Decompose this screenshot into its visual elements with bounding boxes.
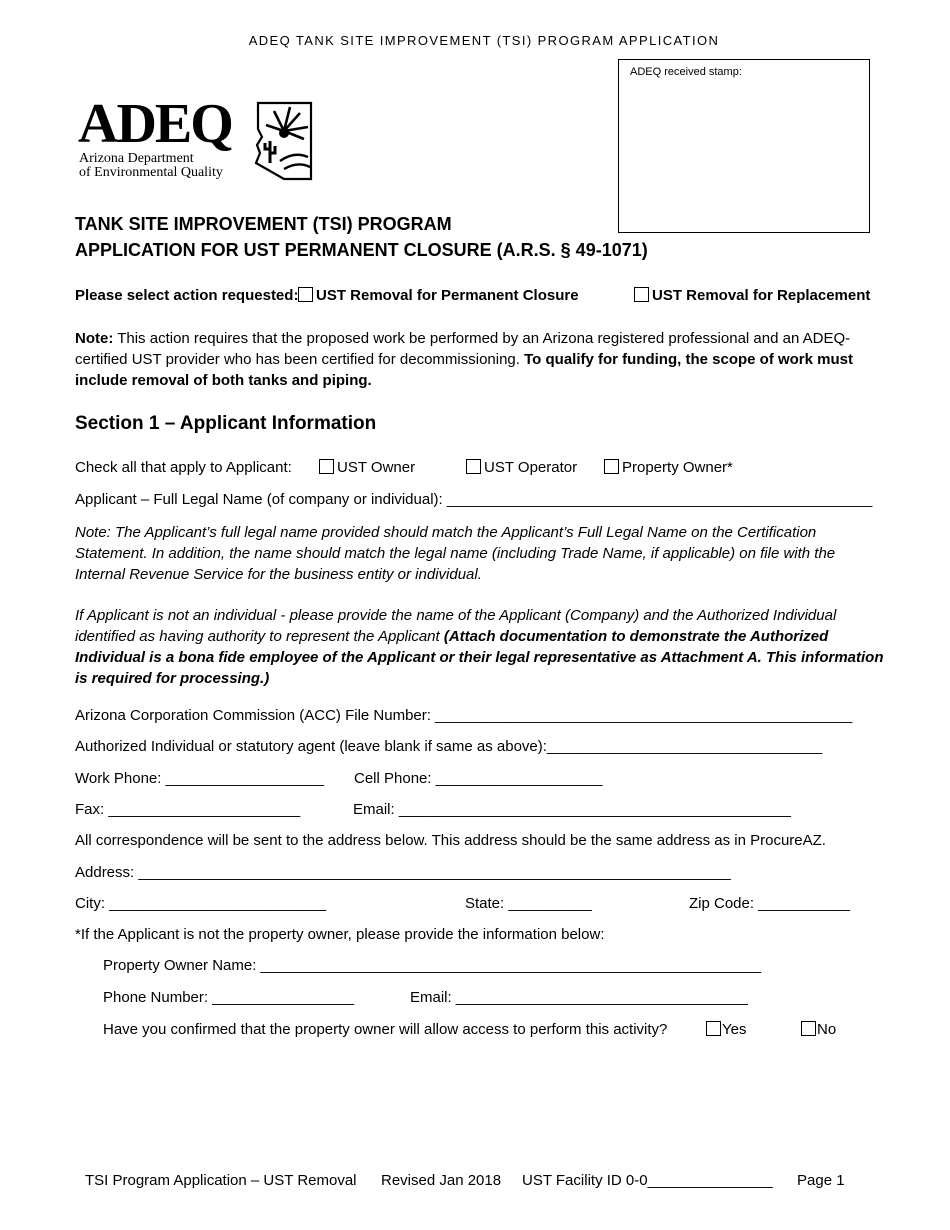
property-owner-checkbox[interactable] [604, 459, 619, 474]
city-field[interactable]: City: __________________________ [75, 895, 327, 912]
action-option-replacement[interactable] [634, 287, 870, 304]
logo-acronym: ADEQ [78, 93, 232, 155]
footer-doc-name: TSI Program Application – UST Removal [85, 1172, 357, 1189]
fax-field[interactable]: Fax: _______________________ [75, 801, 301, 818]
cell-phone-field[interactable]: Cell Phone: ____________________ [354, 770, 603, 787]
logo-line-2: of Environmental Quality [79, 165, 223, 180]
access-no-option[interactable] [801, 1021, 836, 1038]
footer-revised: Revised Jan 2018 [381, 1172, 502, 1189]
access-no-checkbox[interactable] [801, 1021, 816, 1036]
work-phone-field[interactable]: Work Phone: ___________________ [75, 770, 325, 787]
company-note [75, 605, 887, 689]
received-stamp-box [618, 59, 870, 233]
access-yes-option[interactable] [706, 1021, 746, 1038]
form-title-line-1: TANK SITE IMPROVEMENT (TSI) PROGRAM [75, 214, 452, 234]
ust-owner-label: UST Owner [337, 459, 416, 476]
role-property-owner[interactable] [604, 459, 733, 476]
role-ust-operator[interactable] [466, 459, 577, 476]
permanent-closure-checkbox[interactable] [298, 287, 313, 302]
ust-owner-checkbox[interactable] [319, 459, 334, 474]
applicant-type-label: Check all that apply to Applicant: [75, 459, 292, 476]
property-owner-email-field[interactable]: Email: ___________________________________ [410, 989, 748, 1006]
footer-page-number: Page 1 [797, 1172, 845, 1189]
ust-operator-checkbox[interactable] [466, 459, 481, 474]
authorized-individual-field[interactable]: Authorized Individual or statutory agent (leave blank if same as above):_________________________________ [75, 738, 823, 755]
stamp-label: ADEQ received stamp: [630, 66, 742, 78]
property-owner-label: Property Owner* [622, 459, 733, 476]
logo-agency-name [79, 152, 223, 180]
company-note-emphasis: (Attach documentation to demonstrate the Authorized Individual is a bona fide employee of the Applicant or their legal representative as Attachment A. This information is required for processing.) [75, 628, 884, 687]
legal-name-note: Note: The Applicant’s full legal name provided should match the Applicant’s Full Legal Name on the Certification Statement. In addition, the name should match the legal name (including Trade Name, if applicable) on file with the Internal Revenue Service for the business entity or individual. [75, 524, 836, 583]
property-owner-phone-field[interactable]: Phone Number: _________________ [103, 989, 355, 1006]
property-owner-name-field[interactable]: Property Owner Name: ____________________________________________________________ [103, 957, 762, 974]
note-lead: Note: [75, 330, 114, 347]
email-field[interactable]: Email: _______________________________________________ [353, 801, 791, 818]
note-emphasis: To qualify for funding, the scope of work must include removal of both tanks and piping. [75, 351, 853, 389]
note-body: This action requires that the proposed work be performed by an Arizona registered professional and an ADEQ-certified UST provider who has been certified for decommissioning. [75, 330, 851, 368]
state-field[interactable]: State: __________ [465, 895, 592, 912]
access-question: Have you confirmed that the property owner will allow access to perform this activity? [103, 1021, 668, 1038]
access-no-label: No [817, 1021, 837, 1038]
form-title-line-2: APPLICATION FOR UST PERMANENT CLOSURE (A.R.S. § 49-1071) [75, 240, 648, 260]
ust-operator-label: UST Operator [484, 459, 578, 476]
arizona-state-icon [254, 101, 316, 181]
zip-code-field[interactable]: Zip Code: ___________ [689, 895, 850, 912]
action-option-permanent-closure[interactable] [298, 287, 579, 304]
permanent-closure-label: UST Removal for Permanent Closure [316, 287, 579, 304]
access-yes-checkbox[interactable] [706, 1021, 721, 1036]
company-note-text: If Applicant is not an individual - please provide the name of the Applicant (Company) and the Authorized Individual identified as having authority to represent the Applicant [75, 607, 837, 645]
correspondence-note: All correspondence will be sent to the address below. This address should be the same address as in ProcureAZ. [75, 832, 826, 849]
adeq-logo [78, 93, 318, 188]
acc-file-number-field[interactable]: Arizona Corporation Commission (ACC) File Number: __________________________________________________ [75, 707, 853, 724]
note-paragraph [75, 328, 887, 391]
running-header: ADEQ TANK SITE IMPROVEMENT (TSI) PROGRAM APPLICATION [248, 33, 720, 48]
footer-facility-id[interactable]: UST Facility ID 0-0_______________ [522, 1172, 773, 1189]
legal-name-field[interactable]: Applicant – Full Legal Name (of company or individual): ___________________________________________________ [75, 491, 873, 508]
replacement-label: UST Removal for Replacement [652, 287, 871, 304]
logo-line-1: Arizona Department [79, 151, 194, 166]
role-ust-owner[interactable] [319, 459, 415, 476]
action-label: Please select action requested: [75, 287, 299, 304]
replacement-checkbox[interactable] [634, 287, 649, 302]
section-1-heading: Section 1 – Applicant Information [75, 413, 377, 434]
access-yes-label: Yes [722, 1021, 747, 1038]
address-field[interactable]: Address: _______________________________________________________________________ [75, 864, 731, 881]
property-owner-note: *If the Applicant is not the property owner, please provide the information below: [75, 926, 605, 943]
